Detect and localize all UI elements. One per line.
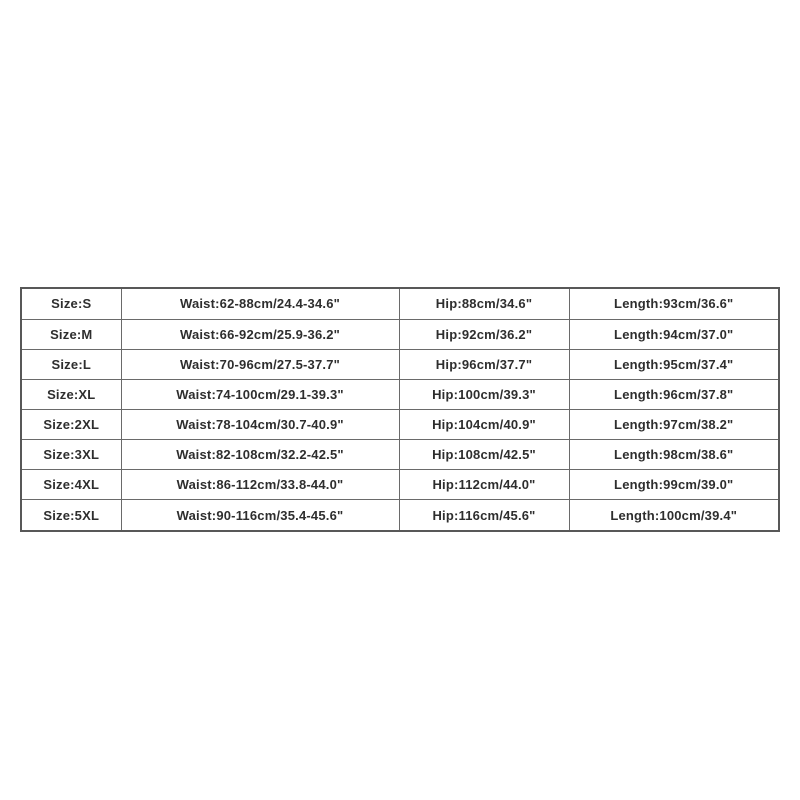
table-row <box>21 500 779 531</box>
length-cell: Length:99cm/39.0" <box>569 470 779 500</box>
size-cell: Size:L <box>21 349 121 379</box>
waist-cell: Waist:62-88cm/24.4-34.6" <box>121 288 399 319</box>
table-row <box>21 470 779 500</box>
hip-cell: Hip:104cm/40.9" <box>399 409 569 439</box>
size-chart-container <box>20 287 778 532</box>
hip-cell: Hip:92cm/36.2" <box>399 319 569 349</box>
size-cell: Size:2XL <box>21 409 121 439</box>
waist-cell: Waist:90-116cm/35.4-45.6" <box>121 500 399 531</box>
length-cell: Length:98cm/38.6" <box>569 440 779 470</box>
size-cell: Size:M <box>21 319 121 349</box>
size-chart-table <box>20 287 780 532</box>
waist-cell: Waist:86-112cm/33.8-44.0" <box>121 470 399 500</box>
size-cell: Size:3XL <box>21 440 121 470</box>
table-row <box>21 379 779 409</box>
table-row <box>21 349 779 379</box>
length-cell: Length:94cm/37.0" <box>569 319 779 349</box>
hip-cell: Hip:88cm/34.6" <box>399 288 569 319</box>
waist-cell: Waist:74-100cm/29.1-39.3" <box>121 379 399 409</box>
size-cell: Size:4XL <box>21 470 121 500</box>
waist-cell: Waist:82-108cm/32.2-42.5" <box>121 440 399 470</box>
hip-cell: Hip:100cm/39.3" <box>399 379 569 409</box>
waist-cell: Waist:78-104cm/30.7-40.9" <box>121 409 399 439</box>
waist-cell: Waist:70-96cm/27.5-37.7" <box>121 349 399 379</box>
size-cell: Size:XL <box>21 379 121 409</box>
length-cell: Length:96cm/37.8" <box>569 379 779 409</box>
hip-cell: Hip:112cm/44.0" <box>399 470 569 500</box>
size-cell: Size:5XL <box>21 500 121 531</box>
hip-cell: Hip:96cm/37.7" <box>399 349 569 379</box>
table-row <box>21 409 779 439</box>
length-cell: Length:100cm/39.4" <box>569 500 779 531</box>
length-cell: Length:95cm/37.4" <box>569 349 779 379</box>
length-cell: Length:93cm/36.6" <box>569 288 779 319</box>
size-cell: Size:S <box>21 288 121 319</box>
table-row <box>21 288 779 319</box>
table-row <box>21 319 779 349</box>
waist-cell: Waist:66-92cm/25.9-36.2" <box>121 319 399 349</box>
length-cell: Length:97cm/38.2" <box>569 409 779 439</box>
hip-cell: Hip:108cm/42.5" <box>399 440 569 470</box>
hip-cell: Hip:116cm/45.6" <box>399 500 569 531</box>
table-row <box>21 440 779 470</box>
